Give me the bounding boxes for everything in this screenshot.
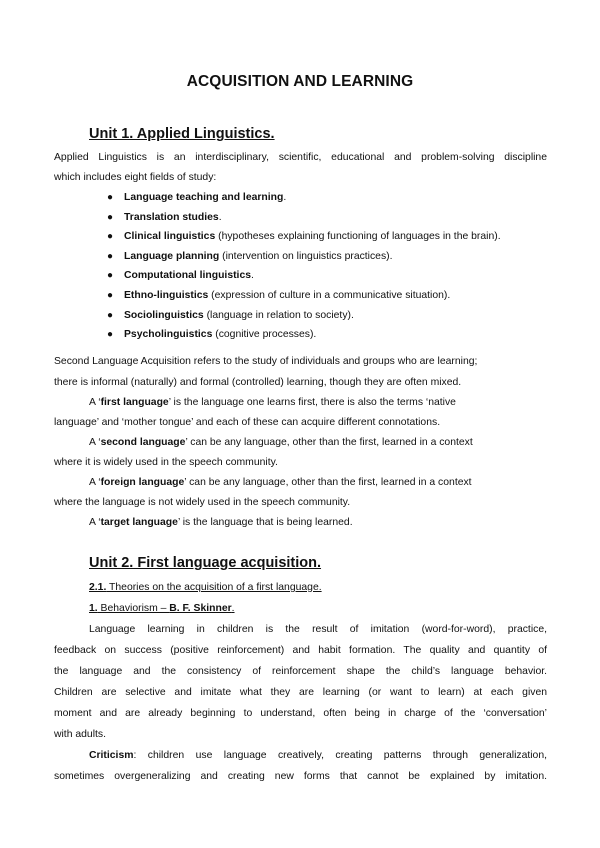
list-item: ● Sociolinguistics (language in relation to society). xyxy=(107,308,501,328)
intro-line-1: Applied Linguistics is an interdisciplinary, scientific, educational and problem-solving discipline xyxy=(54,152,547,163)
target-language-line: A ‘target language’ is the language that is being learned. xyxy=(89,517,353,528)
behaviorism-line-2: feedback on success (positive reinforcement) and habit formation. The quality and quantity of xyxy=(54,645,547,656)
list-item: ● Computational linguistics. xyxy=(107,268,501,288)
behaviorism-line-5: moment and are already beginning to understand, often being in charge of the ‘conversation’ xyxy=(54,708,547,719)
unit-2-heading-text: Unit 2. First language acquisition. xyxy=(89,555,322,571)
behaviorism-line-1: Language learning in children is the result of imitation (word-for-word), practice, xyxy=(89,624,547,635)
sla-line-2: there is informal (naturally) and formal (controlled) learning, though they are often mixed. xyxy=(54,377,462,388)
behaviorism-subheading: 1. Behaviorism – B. F. Skinner. xyxy=(89,603,235,614)
second-language-line-2: where it is widely used in the speech community. xyxy=(54,457,278,468)
bullet-icon: ● xyxy=(107,329,114,341)
fields-list xyxy=(107,190,501,347)
unit-2-heading xyxy=(89,555,321,571)
bullet-icon: ● xyxy=(107,309,114,321)
behaviorism-line-3: the language and the consistency of reinforcement shape the child’s language behavior. xyxy=(54,666,547,677)
foreign-language-line-1: A ‘foreign language’ can be any language, other than the first, learned in a context xyxy=(89,477,472,488)
sla-line-1: Second Language Acquisition refers to the study of individuals and groups who are learning; xyxy=(54,356,478,367)
bullet-icon: ● xyxy=(107,270,114,282)
criticism-line-2: sometimes overgeneralizing and creating new forms that cannot be explained by imitation. xyxy=(54,771,547,782)
list-item: ● Language teaching and learning. xyxy=(107,190,501,210)
list-item: ● Clinical linguistics (hypotheses explaining functioning of languages in the brain). xyxy=(107,229,501,249)
behaviorism-line-6: with adults. xyxy=(54,729,106,740)
unit-1-heading xyxy=(89,126,275,142)
page-title: ACQUISITION AND LEARNING xyxy=(186,73,414,90)
bullet-icon: ● xyxy=(107,250,114,262)
unit-1-heading-text: Unit 1. Applied Linguistics. xyxy=(89,126,275,142)
section-2-1-heading: 2.1. Theories on the acquisition of a first language. xyxy=(89,582,322,593)
first-language-line-2: language’ and ‘mother tongue’ and each of these can acquire different connotations. xyxy=(54,417,441,428)
list-item: ● Ethno-linguistics (expression of culture in a communicative situation). xyxy=(107,288,501,308)
bullet-icon: ● xyxy=(107,289,114,301)
bullet-icon: ● xyxy=(107,211,114,223)
list-item: ● Psycholinguistics (cognitive processes). xyxy=(107,327,501,347)
behaviorism-line-4: Children are selective and imitate what they are learning (or want to learn) at each given xyxy=(54,687,547,698)
list-item: ● Translation studies. xyxy=(107,210,501,230)
criticism-line-1: Criticism: children use language creatively, creating patterns through generalization, xyxy=(89,750,547,761)
second-language-line-1: A ‘second language’ can be any language, other than the first, learned in a context xyxy=(89,437,473,448)
intro-line-2: which includes eight fields of study: xyxy=(54,172,217,183)
bullet-icon: ● xyxy=(107,192,114,203)
list-item: ● Language planning (intervention on linguistics practices). xyxy=(107,249,501,269)
bullet-icon: ● xyxy=(107,231,114,243)
first-language-line-1: A ‘first language’ is the language one learns first, there is also the terms ‘native xyxy=(89,397,456,408)
foreign-language-line-2: where the language is not widely used in the speech community. xyxy=(54,497,351,508)
